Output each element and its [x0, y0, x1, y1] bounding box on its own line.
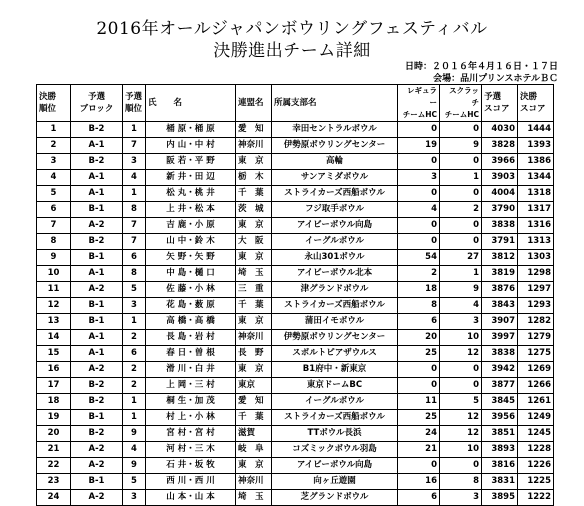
cell-block: B-2 [71, 122, 123, 138]
cell-prelim-rank: 1 [123, 122, 146, 138]
cell-prelim-score: 3895 [482, 490, 518, 506]
cell-block: A-1 [71, 170, 123, 186]
cell-branch: 幸田セントラルボウル [272, 122, 398, 138]
cell-scratch-hc: 0 [440, 362, 482, 378]
cell-prelim-score: 3819 [482, 266, 518, 282]
table-row [37, 314, 554, 330]
cell-pref: 神奈川 [236, 138, 272, 154]
table-row [37, 154, 554, 170]
cell-scratch-hc: 0 [440, 154, 482, 170]
cell-scratch-hc: 0 [440, 122, 482, 138]
table-body [37, 122, 554, 506]
cell-final-rank: 14 [37, 330, 71, 346]
cell-final-score: 1282 [518, 314, 554, 330]
cell-branch: 伊勢原ボウリングセンター [272, 330, 398, 346]
cell-prelim-score: 3828 [482, 138, 518, 154]
cell-final-rank: 20 [37, 426, 71, 442]
cell-name: 宮 村・宮 村 [146, 426, 236, 442]
cell-final-rank: 24 [37, 490, 71, 506]
cell-prelim-score: 4030 [482, 122, 518, 138]
cell-prelim-rank: 3 [123, 154, 146, 170]
cell-prelim-rank: 4 [123, 442, 146, 458]
cell-prelim-rank: 1 [123, 186, 146, 202]
cell-pref: 茨 城 [236, 202, 272, 218]
cell-prelim-rank: 8 [123, 266, 146, 282]
cell-pref: 埼 玉 [236, 266, 272, 282]
cell-scratch-hc: 2 [440, 202, 482, 218]
cell-regular-hc: 54 [398, 250, 440, 266]
cell-scratch-hc: 1 [440, 170, 482, 186]
cell-block: B-1 [71, 410, 123, 426]
cell-block: A-1 [71, 346, 123, 362]
cell-prelim-score: 3903 [482, 170, 518, 186]
cell-prelim-score: 3876 [482, 282, 518, 298]
cell-branch: 伊勢原ボウリングセンター [272, 138, 398, 154]
cell-prelim-rank: 6 [123, 250, 146, 266]
cell-branch: 永山301ボウル [272, 250, 398, 266]
cell-pref: 三 重 [236, 282, 272, 298]
header-scratch-hc [440, 85, 482, 122]
cell-branch: サンアミダボウル [272, 170, 398, 186]
cell-regular-hc: 8 [398, 298, 440, 314]
table-row [37, 122, 554, 138]
cell-prelim-rank: 8 [123, 202, 146, 218]
document-title: 2016年オールジャパンボウリングフェスティバル [96, 19, 488, 39]
cell-final-score: 1386 [518, 154, 554, 170]
header-pref-text: 連盟名 [238, 98, 264, 108]
header-final-rank [37, 85, 71, 122]
cell-final-score: 1266 [518, 378, 554, 394]
cell-scratch-hc: 10 [440, 330, 482, 346]
cell-branch: フジ取手ボウル [272, 202, 398, 218]
cell-final-score: 1269 [518, 362, 554, 378]
header-prelim-score [482, 85, 518, 122]
cell-prelim-rank: 3 [123, 490, 146, 506]
cell-prelim-rank: 9 [123, 458, 146, 474]
cell-regular-hc: 6 [398, 490, 440, 506]
cell-final-score: 1249 [518, 410, 554, 426]
cell-final-score: 1245 [518, 426, 554, 442]
header-branch-text: 所属支部名 [274, 98, 317, 108]
cell-scratch-hc: 3 [440, 314, 482, 330]
cell-scratch-hc: 0 [440, 234, 482, 250]
cell-scratch-hc: 3 [440, 490, 482, 506]
cell-branch: ストライカーズ西船ボウル [272, 410, 398, 426]
cell-block: A-2 [71, 362, 123, 378]
cell-final-score: 1318 [518, 186, 554, 202]
cell-name: 西 川・西 川 [146, 474, 236, 490]
cell-regular-hc: 4 [398, 202, 440, 218]
cell-scratch-hc: 0 [440, 458, 482, 474]
cell-name: 松 丸・桃 井 [146, 186, 236, 202]
cell-prelim-score: 3791 [482, 234, 518, 250]
cell-prelim-score: 3812 [482, 250, 518, 266]
table-row [37, 234, 554, 250]
header-pref [236, 85, 272, 122]
cell-final-rank: 15 [37, 346, 71, 362]
cell-name: 春 日・曽 根 [146, 346, 236, 362]
cell-pref: 千 葉 [236, 298, 272, 314]
cell-scratch-hc: 0 [440, 218, 482, 234]
cell-branch: 芝グランドボウル [272, 490, 398, 506]
cell-prelim-rank: 2 [123, 378, 146, 394]
cell-final-rank: 21 [37, 442, 71, 458]
cell-pref: 岐 阜 [236, 442, 272, 458]
table-row [37, 474, 554, 490]
cell-branch: 高輪 [272, 154, 398, 170]
cell-name: 矢 野・矢 野 [146, 250, 236, 266]
header-prelim-score-text: 予選 スコア [484, 92, 510, 114]
cell-regular-hc: 20 [398, 330, 440, 346]
cell-final-rank: 4 [37, 170, 71, 186]
cell-final-score: 1313 [518, 234, 554, 250]
header-regular-hc-text: レギュラー チームHC [402, 86, 437, 119]
cell-name: 山 中・鈴 木 [146, 234, 236, 250]
cell-branch: スポルトピアザウルス [272, 346, 398, 362]
cell-block: A-2 [71, 458, 123, 474]
cell-regular-hc: 6 [398, 314, 440, 330]
event-date: 日時：２０１６年４月１６日・１７日 [404, 62, 558, 72]
table-row [37, 426, 554, 442]
cell-final-rank: 10 [37, 266, 71, 282]
cell-regular-hc: 0 [398, 122, 440, 138]
cell-branch: アイビーボウル向島 [272, 458, 398, 474]
results-table [36, 84, 554, 506]
cell-branch: 向ヶ丘遊園 [272, 474, 398, 490]
cell-regular-hc: 21 [398, 442, 440, 458]
cell-branch: アイビーボウル向島 [272, 218, 398, 234]
cell-block: B-1 [71, 314, 123, 330]
cell-prelim-score: 3838 [482, 346, 518, 362]
cell-block: B-2 [71, 154, 123, 170]
cell-pref: 愛 知 [236, 122, 272, 138]
document-subtitle: 決勝進出チーム詳細 [213, 41, 371, 61]
header-scratch-hc-text: スクラッチ チームHC [444, 86, 479, 119]
cell-pref: 東 京 [236, 314, 272, 330]
cell-prelim-rank: 1 [123, 410, 146, 426]
cell-prelim-rank: 5 [123, 474, 146, 490]
cell-pref: 神奈川 [236, 330, 272, 346]
table-row [37, 202, 554, 218]
cell-name: 新 井・田 辺 [146, 170, 236, 186]
cell-final-score: 1317 [518, 202, 554, 218]
cell-regular-hc: 19 [398, 138, 440, 154]
table-row [37, 298, 554, 314]
cell-scratch-hc: 1 [440, 266, 482, 282]
cell-name: 高 橋・高 橋 [146, 314, 236, 330]
cell-block: A-1 [71, 330, 123, 346]
table-row [37, 250, 554, 266]
cell-scratch-hc: 10 [440, 442, 482, 458]
cell-name: 吉 鹿・小 原 [146, 218, 236, 234]
cell-pref: 大 阪 [236, 234, 272, 250]
cell-regular-hc: 0 [398, 362, 440, 378]
cell-pref: 栃 木 [236, 170, 272, 186]
cell-name: 佐 藤・小 林 [146, 282, 236, 298]
cell-final-score: 1261 [518, 394, 554, 410]
cell-regular-hc: 3 [398, 170, 440, 186]
cell-final-score: 1226 [518, 458, 554, 474]
header-final-rank-text: 決勝 順位 [39, 92, 57, 114]
cell-name: 河 村・三 木 [146, 442, 236, 458]
cell-name: 桶 原・桶 原 [146, 122, 236, 138]
cell-final-rank: 17 [37, 378, 71, 394]
cell-final-rank: 11 [37, 282, 71, 298]
cell-branch: TTボウル長浜 [272, 426, 398, 442]
cell-pref: 愛 知 [236, 394, 272, 410]
cell-final-rank: 1 [37, 122, 71, 138]
table-row [37, 186, 554, 202]
header-name-text: 氏 名 [148, 98, 183, 108]
cell-branch: B1府中・新東京 [272, 362, 398, 378]
cell-regular-hc: 11 [398, 394, 440, 410]
table-row [37, 362, 554, 378]
cell-branch: イーグルボウル [272, 234, 398, 250]
cell-regular-hc: 25 [398, 346, 440, 362]
table-row [37, 282, 554, 298]
cell-final-score: 1303 [518, 250, 554, 266]
cell-regular-hc: 0 [398, 186, 440, 202]
header-name [146, 85, 236, 122]
cell-pref: 東 京 [236, 218, 272, 234]
cell-block: A-1 [71, 138, 123, 154]
cell-branch: 津グランドボウル [272, 282, 398, 298]
cell-name: 上 岡・三 村 [146, 378, 236, 394]
cell-scratch-hc: 9 [440, 282, 482, 298]
cell-regular-hc: 0 [398, 218, 440, 234]
cell-final-rank: 23 [37, 474, 71, 490]
cell-scratch-hc: 9 [440, 138, 482, 154]
cell-prelim-rank: 9 [123, 426, 146, 442]
header-prelim-rank-text: 予選 順位 [125, 92, 143, 114]
cell-pref: 千 葉 [236, 410, 272, 426]
cell-branch: アイビーボウル北本 [272, 266, 398, 282]
table-row [37, 266, 554, 282]
cell-scratch-hc: 12 [440, 426, 482, 442]
event-venue: 会場：品川プリンスホテルＢＣ [433, 74, 558, 84]
cell-final-score: 1316 [518, 218, 554, 234]
header-block-text: 予選 ブロック [79, 92, 114, 114]
cell-regular-hc: 0 [398, 458, 440, 474]
cell-block: B-1 [71, 250, 123, 266]
cell-branch: コズミックボウル羽島 [272, 442, 398, 458]
cell-prelim-rank: 7 [123, 138, 146, 154]
cell-block: B-1 [71, 202, 123, 218]
cell-final-score: 1293 [518, 298, 554, 314]
cell-name: 上 井・松 本 [146, 202, 236, 218]
cell-block: B-2 [71, 234, 123, 250]
cell-branch: イーグルボウル [272, 394, 398, 410]
cell-prelim-rank: 2 [123, 362, 146, 378]
table-header-row [37, 85, 554, 122]
cell-pref: 東 京 [236, 250, 272, 266]
cell-branch: 蒲田イモボウル [272, 314, 398, 330]
cell-pref: 東 京 [236, 362, 272, 378]
cell-block: A-2 [71, 282, 123, 298]
cell-block: B-2 [71, 378, 123, 394]
cell-final-score: 1297 [518, 282, 554, 298]
cell-block: B-1 [71, 474, 123, 490]
cell-pref: 千 葉 [236, 186, 272, 202]
cell-prelim-rank: 7 [123, 218, 146, 234]
cell-final-score: 1298 [518, 266, 554, 282]
header-branch [272, 85, 398, 122]
cell-block: B-2 [71, 394, 123, 410]
cell-prelim-score: 3877 [482, 378, 518, 394]
cell-branch: ストライカーズ西船ボウル [272, 298, 398, 314]
cell-prelim-score: 3942 [482, 362, 518, 378]
cell-pref: 神奈川 [236, 474, 272, 490]
cell-pref: 埼 玉 [236, 490, 272, 506]
cell-scratch-hc: 4 [440, 298, 482, 314]
table-row [37, 394, 554, 410]
cell-block: A-1 [71, 266, 123, 282]
cell-prelim-score: 3851 [482, 426, 518, 442]
cell-prelim-score: 3893 [482, 442, 518, 458]
header-final-score-text: 決勝 スコア [520, 92, 546, 114]
cell-scratch-hc: 12 [440, 410, 482, 426]
cell-prelim-score: 3966 [482, 154, 518, 170]
cell-block: A-2 [71, 442, 123, 458]
table-row [37, 442, 554, 458]
cell-final-score: 1393 [518, 138, 554, 154]
table-row [37, 218, 554, 234]
cell-pref: 長 野 [236, 346, 272, 362]
table-row [37, 410, 554, 426]
cell-final-score: 1222 [518, 490, 554, 506]
cell-prelim-rank: 4 [123, 170, 146, 186]
cell-prelim-score: 4004 [482, 186, 518, 202]
cell-final-rank: 22 [37, 458, 71, 474]
header-regular-hc [398, 85, 440, 122]
table-row [37, 138, 554, 154]
cell-name: 内 山・中 村 [146, 138, 236, 154]
cell-final-rank: 16 [37, 362, 71, 378]
cell-prelim-rank: 3 [123, 298, 146, 314]
cell-final-rank: 6 [37, 202, 71, 218]
cell-final-score: 1444 [518, 122, 554, 138]
cell-prelim-score: 3831 [482, 474, 518, 490]
cell-regular-hc: 0 [398, 154, 440, 170]
cell-name: 花 島・薮 原 [146, 298, 236, 314]
cell-block: A-2 [71, 490, 123, 506]
cell-prelim-score: 3845 [482, 394, 518, 410]
cell-final-score: 1275 [518, 346, 554, 362]
cell-prelim-rank: 1 [123, 394, 146, 410]
cell-final-rank: 5 [37, 186, 71, 202]
cell-regular-hc: 24 [398, 426, 440, 442]
cell-pref: 東 京 [236, 458, 272, 474]
cell-regular-hc: 16 [398, 474, 440, 490]
cell-final-score: 1344 [518, 170, 554, 186]
cell-name: 中 島・樋 口 [146, 266, 236, 282]
cell-regular-hc: 18 [398, 282, 440, 298]
cell-name: 滑 川・白 井 [146, 362, 236, 378]
cell-block: A-1 [71, 186, 123, 202]
table-row [37, 346, 554, 362]
cell-name: 阪 若・平 野 [146, 154, 236, 170]
cell-prelim-score: 3790 [482, 202, 518, 218]
cell-regular-hc: 2 [398, 266, 440, 282]
header-prelim-rank [123, 85, 146, 122]
cell-name: 村 上・小 林 [146, 410, 236, 426]
cell-prelim-rank: 6 [123, 346, 146, 362]
cell-prelim-score: 3907 [482, 314, 518, 330]
cell-pref: 滋賀 [236, 426, 272, 442]
cell-final-score: 1228 [518, 442, 554, 458]
cell-prelim-rank: 2 [123, 330, 146, 346]
cell-prelim-rank: 5 [123, 282, 146, 298]
cell-regular-hc: 0 [398, 378, 440, 394]
cell-prelim-score: 3816 [482, 458, 518, 474]
cell-block: B-2 [71, 426, 123, 442]
table-row [37, 458, 554, 474]
cell-final-score: 1225 [518, 474, 554, 490]
cell-final-rank: 12 [37, 298, 71, 314]
header-block [71, 85, 123, 122]
cell-scratch-hc: 27 [440, 250, 482, 266]
cell-branch: ストライカーズ西船ボウル [272, 186, 398, 202]
cell-final-rank: 3 [37, 154, 71, 170]
cell-block: B-1 [71, 298, 123, 314]
cell-prelim-rank: 1 [123, 314, 146, 330]
cell-name: 山 本・山 本 [146, 490, 236, 506]
cell-pref: 東京 [236, 378, 272, 394]
cell-scratch-hc: 0 [440, 378, 482, 394]
cell-final-rank: 13 [37, 314, 71, 330]
cell-branch: 東京ドームBC [272, 378, 398, 394]
cell-name: 石 井・坂 牧 [146, 458, 236, 474]
cell-final-rank: 9 [37, 250, 71, 266]
cell-final-rank: 2 [37, 138, 71, 154]
cell-pref: 東 京 [236, 154, 272, 170]
cell-prelim-score: 3956 [482, 410, 518, 426]
cell-final-score: 1279 [518, 330, 554, 346]
cell-prelim-score: 3843 [482, 298, 518, 314]
cell-name: 桐 生・加 茂 [146, 394, 236, 410]
cell-scratch-hc: 5 [440, 394, 482, 410]
cell-final-rank: 8 [37, 234, 71, 250]
table-row [37, 330, 554, 346]
cell-regular-hc: 0 [398, 234, 440, 250]
cell-regular-hc: 25 [398, 410, 440, 426]
cell-final-rank: 19 [37, 410, 71, 426]
cell-final-rank: 18 [37, 394, 71, 410]
cell-scratch-hc: 8 [440, 474, 482, 490]
table-row [37, 490, 554, 506]
cell-prelim-rank: 7 [123, 234, 146, 250]
cell-block: A-2 [71, 218, 123, 234]
cell-final-rank: 7 [37, 218, 71, 234]
table-row [37, 170, 554, 186]
cell-prelim-score: 3997 [482, 330, 518, 346]
cell-name: 長 島・岩 村 [146, 330, 236, 346]
header-final-score [518, 85, 554, 122]
cell-prelim-score: 3838 [482, 218, 518, 234]
table-row [37, 378, 554, 394]
cell-scratch-hc: 12 [440, 346, 482, 362]
cell-scratch-hc: 0 [440, 186, 482, 202]
